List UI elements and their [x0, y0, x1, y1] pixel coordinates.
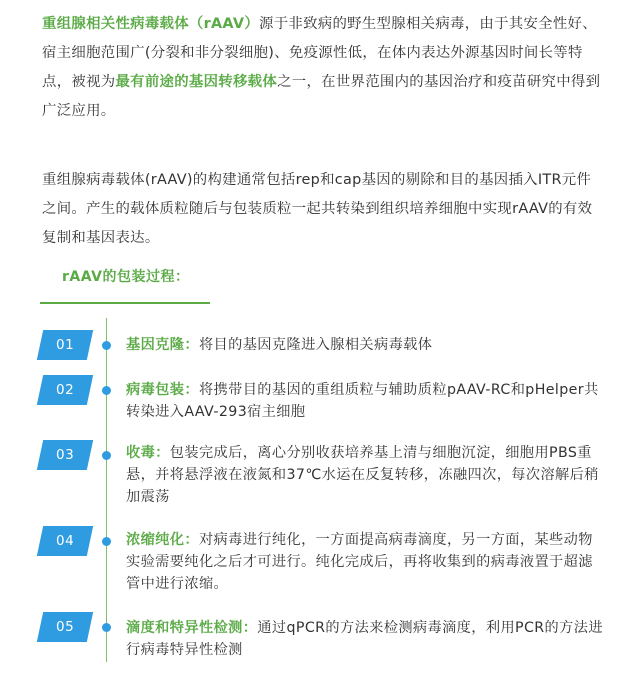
step-badge-03	[37, 440, 93, 470]
step-text-02	[126, 379, 604, 423]
step-number: 03	[55, 447, 75, 463]
timeline-line	[106, 318, 107, 662]
step-label: 收毒：	[126, 445, 170, 461]
step-description: 将携带目的基因的重组质粒与辅助质粒pAAV-RC和pHelper共转染进入AAV-293宿主细胞	[126, 382, 599, 420]
step-badge-04	[37, 526, 93, 556]
step-description: 包装完成后，离心分别收获培养基上清与细胞沉淀，细胞用PBS重悬，并将悬浮液在液氮和37℃水运在反复转移，冻融四次，每次溶解后稍加震荡	[126, 445, 599, 505]
step-description: 通过qPCR的方法来检测病毒滴度，利用PCR的方法进行病毒特异性检测	[126, 620, 603, 658]
step-number: 02	[55, 382, 75, 398]
step-badge-02	[37, 375, 93, 405]
step-number: 01	[55, 337, 75, 353]
step-description: 将目的基因克隆进入腺相关病毒载体	[198, 337, 433, 353]
section-divider	[40, 302, 210, 304]
step-number: 04	[55, 533, 75, 549]
step-label: 浓缩纯化：	[126, 532, 199, 548]
intro-highlight-vector: 最有前途的基因转移载体	[115, 74, 278, 90]
intro-text-part-2: 之一，在世界范围内的基因治疗和疫苗研究中得到广泛应用。	[42, 74, 601, 119]
step-text-05	[126, 617, 604, 661]
section-title: rAAV的包装过程：	[62, 269, 190, 285]
intro-paragraph-1	[42, 10, 602, 126]
intro-text-part-1: 源于非致病的野生型腺相关病毒，由于其安全性好、宿主细胞范围广(分裂和非分裂细胞)、免疫源性低，在体内表达外源基因时间长等特点，被视为	[42, 16, 597, 90]
step-label: 病毒包装：	[126, 382, 199, 398]
step-badge-05	[37, 612, 93, 642]
step-label: 滴度和特异性检测：	[126, 620, 258, 636]
step-badge-01	[37, 330, 93, 360]
timeline-dot	[102, 451, 111, 460]
timeline-dot	[102, 623, 111, 632]
step-text-04	[126, 529, 604, 595]
step-number: 05	[55, 619, 75, 635]
intro-highlight-raav: 重组腺相关性病毒载体（rAAV）	[42, 16, 260, 32]
timeline-dot	[102, 386, 111, 395]
timeline-dot	[102, 341, 111, 350]
timeline-dot	[102, 537, 111, 546]
step-label: 基因克隆：	[126, 337, 199, 353]
intro-paragraph-2: 重组腺病毒载体(rAAV)的构建通常包括rep和cap基因的剔除和目的基因插入ITR元件之间。产生的载体质粒随后与包装质粒一起共转染到组织培养细胞中实现rAAV的有效复制和基因表达。	[42, 172, 593, 246]
step-text-01	[126, 334, 604, 356]
step-description: 对病毒进行纯化，一方面提高病毒滴度，另一方面，某些动物实验需要纯化之后才可进行。纯化完成后，再将收集到的病毒液置于超滤管中进行浓缩。	[126, 532, 593, 592]
step-text-03	[126, 442, 604, 508]
